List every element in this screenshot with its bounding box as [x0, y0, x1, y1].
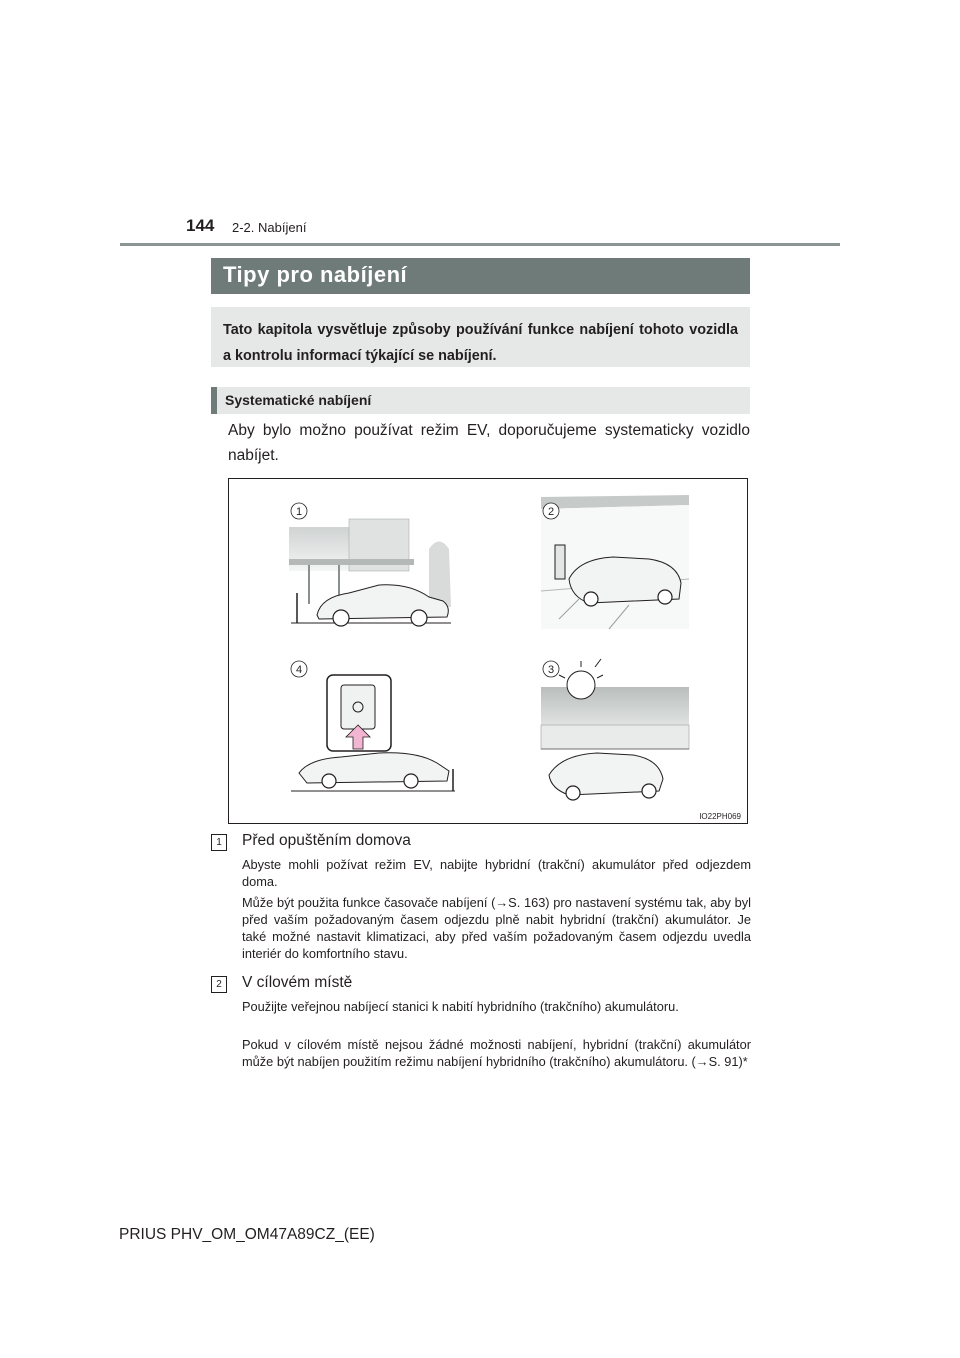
svg-text:2: 2 [547, 506, 555, 518]
callout-4 [291, 661, 307, 677]
section-reference: 2-2. Nabíjení [232, 220, 307, 235]
intro-text: Tato kapitola vysvětluje způsoby používání funkce nabíjení tohoto vozidla a kontrolu informací týkající se nabíjení. [223, 322, 738, 364]
lead-paragraph: Aby bylo možno používat režim EV, doporučujeme systematicky vozidlo nabíjet. [228, 422, 750, 464]
scene-public-station [541, 495, 689, 629]
item-heading: Před opuštěním domova [242, 832, 411, 849]
item-paragraph: Může být použita funkce časovače nabíjení (→S. 163) pro nastavení systému tak, aby byl před vaším požadovaným časem odjezdu plně nabit hybridní (trakční) akumulátor. Je také možné nastavit klimatizaci, aby před vaším požadovaným časem odjezdu uvedla interiér do komfortního stavu. [242, 895, 751, 961]
page-title: Tipy pro nabíjení [223, 262, 408, 287]
scene-home [289, 519, 451, 626]
item-number-badge: 1 [211, 834, 227, 851]
subheading-text: Systematické nabíjení [225, 392, 372, 408]
item-number-badge: 2 [211, 976, 227, 993]
item-heading: V cílovém místě [242, 974, 353, 991]
svg-text:3: 3 [547, 664, 555, 676]
page-number: 144 [186, 216, 215, 235]
charging-illustration [229, 479, 749, 825]
callout-3 [543, 661, 559, 677]
figure-code: IO22PH069 [699, 812, 741, 821]
item-paragraph: Abyste mohli požívat režim EV, nabijte hybridní (trakční) akumulátor před odjezdem doma. [242, 857, 751, 889]
header-rule [120, 243, 840, 246]
svg-text:4: 4 [295, 664, 303, 676]
subheading-bar [211, 387, 750, 414]
title-bar [211, 258, 750, 294]
svg-text:1: 1 [295, 506, 303, 518]
footer-document-code: PRIUS PHV_OM_OM47A89CZ_(EE) [119, 1226, 375, 1243]
item-paragraph: Pokud v cílovém místě nejsou žádné možnosti nabíjení, hybridní (trakční) akumulátor může být nabíjen použitím režimu nabíjení hybridního (trakčního) akumulátoru. (→S. 91)* [242, 1037, 751, 1069]
scene-destination [541, 659, 689, 800]
callout-1 [291, 503, 307, 519]
intro-box [211, 307, 750, 367]
callout-2 [543, 503, 559, 519]
illustration-figure [228, 478, 748, 824]
item-paragraph: Použijte veřejnou nabíjecí stanici k nabití hybridního (trakčního) akumulátoru. [242, 999, 679, 1014]
scene-timer [291, 675, 455, 791]
